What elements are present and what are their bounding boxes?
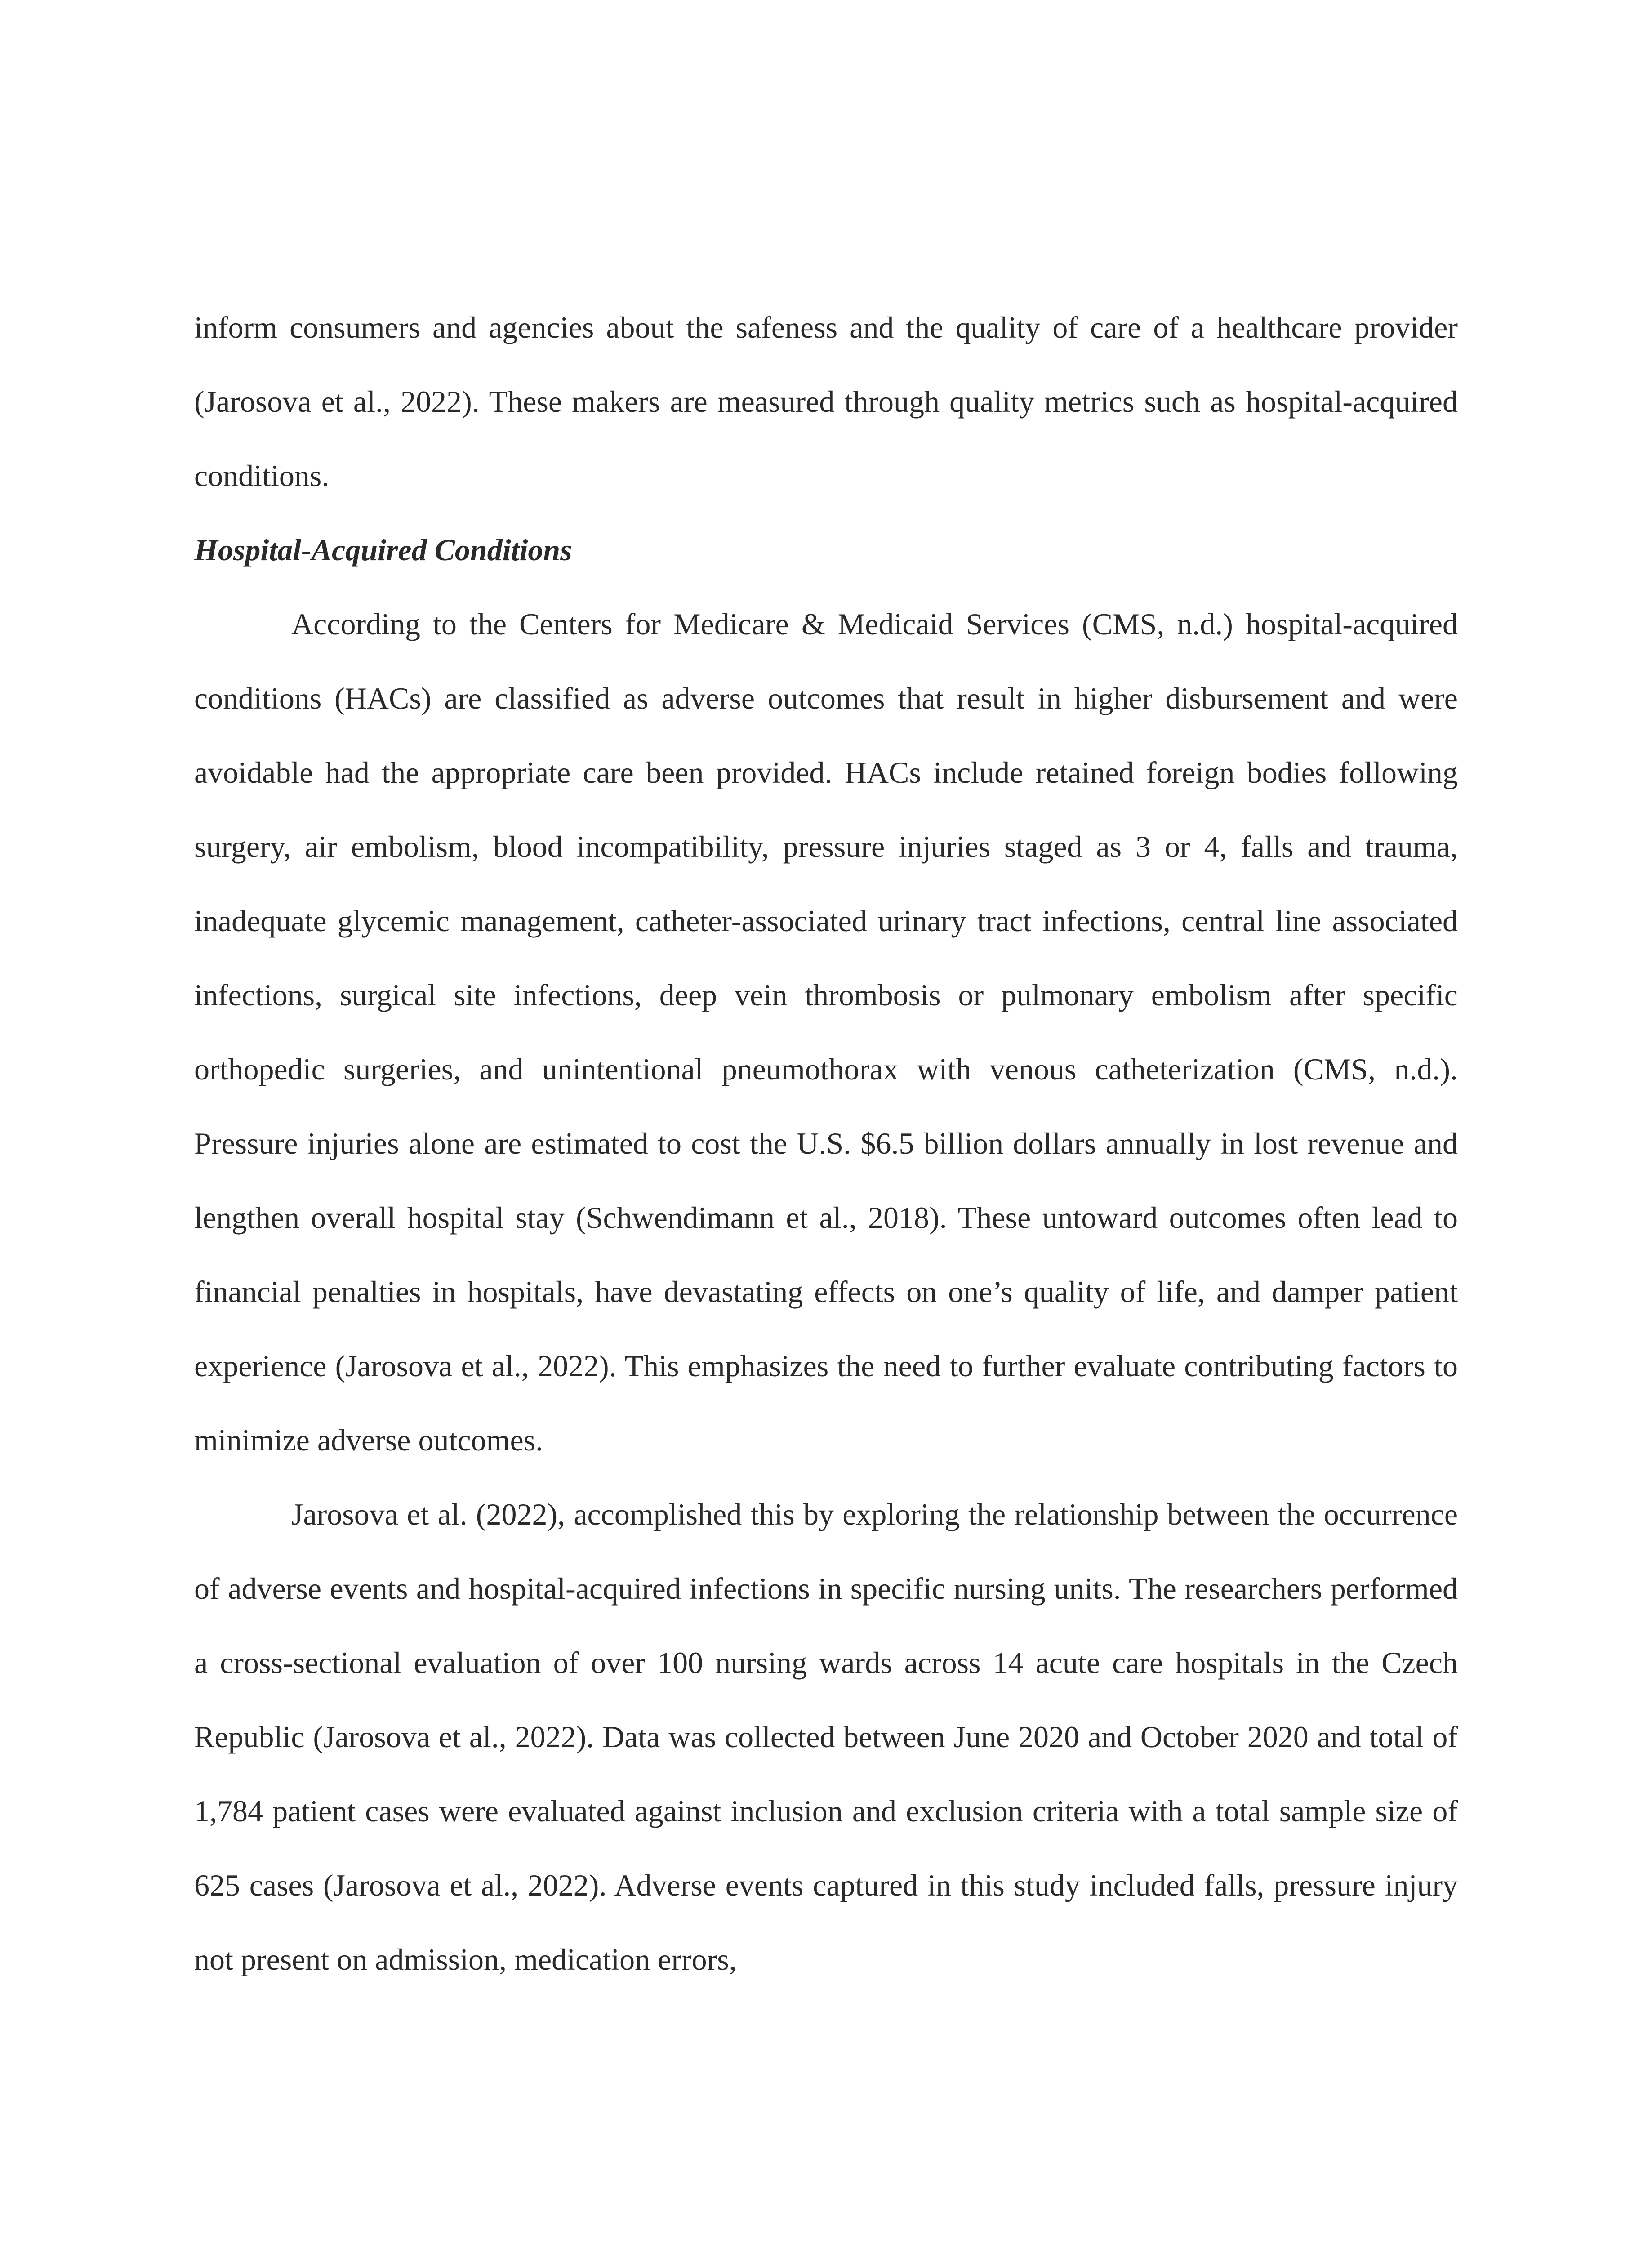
paragraph-continuation: inform consumers and agencies about the safeness and the quality of care of a healthcare provider (Jarosova et al., 2022). These makers are measured through quality metrics such as hospital-acquired conditions. [194, 310, 1458, 493]
section-heading: Hospital-Acquired Conditions [194, 533, 572, 567]
document-body [194, 290, 1458, 1997]
paragraph-jarosova-study: Jarosova et al. (2022), accomplished this by exploring the relationship between the occurrence of adverse events and hospital-acquired infections in specific nursing units. The researchers performed a cross-sectional evaluation of over 100 nursing wards across 14 acute care hospitals in the Czech Republic (Jarosova et al., 2022). Data was collected between June 2020 and October 2020 and total of 1,784 patient cases were evaluated against inclusion and exclusion criteria with a total sample size of 625 cases (Jarosova et al., 2022). Adverse events captured in this study included falls, pressure injury not present on admission, medication errors, [194, 1497, 1458, 1976]
paragraph-hac-definition: According to the Centers for Medicare & Medicaid Services (CMS, n.d.) hospital-acquired conditions (HACs) are classified as adverse outcomes that result in higher disbursement and were avoidable had the appropriate care been provided. HACs include retained foreign bodies following surgery, air embolism, blood incompatibility, pressure injuries staged as 3 or 4, falls and trauma, inadequate glycemic management, catheter-associated urinary tract infections, central line associated infections, surgical site infections, deep vein thrombosis or pulmonary embolism after specific orthopedic surgeries, and unintentional pneumothorax with venous catheterization (CMS, n.d.). Pressure injuries alone are estimated to cost the U.S. $6.5 billion dollars annually in lost revenue and lengthen overall hospital stay (Schwendimann et al., 2018). These untoward outcomes often lead to financial penalties in hospitals, have devastating effects on one’s quality of life, and damper patient experience (Jarosova et al., 2022). This emphasizes the need to further evaluate contributing factors to minimize adverse outcomes. [194, 607, 1458, 1457]
